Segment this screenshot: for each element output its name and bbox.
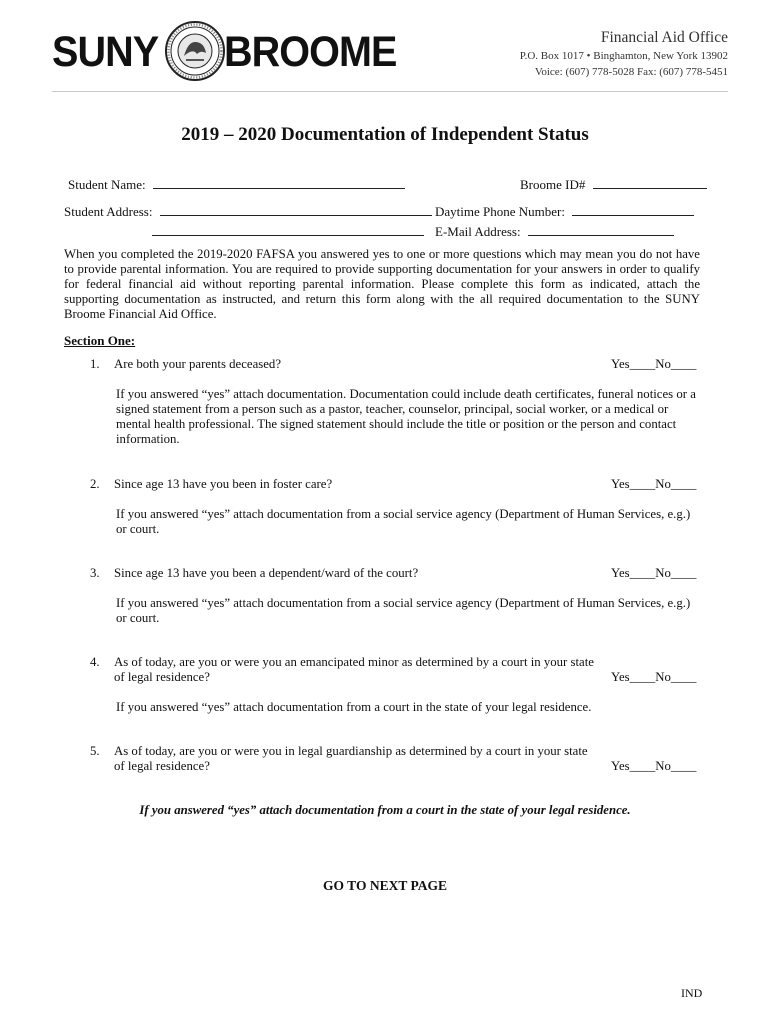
email-field[interactable] (435, 224, 674, 240)
daytime-phone-label: Daytime Phone Number: (435, 204, 565, 219)
student-address-label: Student Address: (64, 204, 153, 219)
question-number: 4. (90, 655, 100, 669)
college-seal-icon (164, 20, 226, 82)
document-title: 2019 – 2020 Documentation of Independent Status (181, 124, 589, 145)
question-text-line1: As of today, are you or were you an emancipated minor as determined by a court in your state (114, 655, 594, 669)
question-text: Since age 13 have you been a dependent/ward of the court? (114, 566, 419, 580)
student-name-label: Student Name: (68, 177, 146, 192)
question-2-note: If you answered “yes” attach documentation from a social service agency (Department of Human Services, e.g.) or court. (116, 507, 691, 536)
question-number: 2. (90, 477, 100, 491)
question-text-line1: As of today, are you or were you in legal guardianship as determined by a court in your state (114, 744, 588, 758)
question-5-note: If you answered “yes” attach documentation from a court in the state of your legal residence. (139, 803, 631, 817)
suny-broome-logo (52, 20, 412, 80)
daytime-phone-field[interactable] (435, 204, 694, 220)
office-title: Financial Aid Office (600, 29, 728, 46)
section-one-heading: Section One: (64, 333, 136, 348)
broome-id-label: Broome ID# (520, 177, 586, 192)
question-5-yes-no[interactable]: Yes____No____ (611, 759, 697, 773)
daytime-phone-blank[interactable] (572, 204, 694, 216)
form-code: IND (681, 986, 703, 1000)
broome-id-blank[interactable] (593, 177, 707, 189)
question-4-yes-no[interactable]: Yes____No____ (611, 670, 697, 684)
question-text-line2: of legal residence? (114, 759, 210, 773)
student-address-line2-field[interactable] (152, 224, 424, 240)
intro-paragraph: When you completed the 2019-2020 FAFSA you answered yes to one or more questions which may mean you do not have to provide parental information. You are required to provide supporting documentation for your answers in order to qualify for federal financial aid without reporting parental information. Please complete this form as indicated, attach the supporting documentation as instructed, and return this form along with the all required documentation to the SUNY Broome Financial Aid Office. (64, 247, 700, 321)
student-name-blank[interactable] (153, 177, 405, 189)
question-number: 5. (90, 744, 100, 758)
logo-text-broome: BROOME (224, 28, 397, 76)
logo-text-suny: SUNY (52, 28, 159, 76)
question-number: 3. (90, 566, 100, 580)
office-contact-block (520, 28, 728, 80)
question-4-note: If you answered “yes” attach documentation from a court in the state of your legal residence. (116, 700, 592, 714)
student-address-blank-line1[interactable] (160, 204, 432, 216)
student-address-field[interactable] (64, 204, 432, 220)
question-2-yes-no[interactable]: Yes____No____ (611, 477, 697, 491)
office-phone: Voice: (607) 778-5028 Fax: (607) 778-5451 (534, 66, 728, 78)
letterhead (0, 0, 770, 92)
email-label: E-Mail Address: (435, 224, 521, 239)
question-text: Since age 13 have you been in foster care? (114, 477, 333, 491)
broome-id-field[interactable] (520, 177, 707, 193)
question-number: 1. (90, 357, 100, 371)
question-3-yes-no[interactable]: Yes____No____ (611, 566, 697, 580)
question-text: Are both your parents deceased? (114, 357, 281, 371)
student-name-field[interactable] (68, 177, 405, 193)
office-address: P.O. Box 1017 • Binghamton, New York 13902 (519, 50, 728, 62)
question-1-yes-no[interactable]: Yes____No____ (611, 357, 697, 371)
header-divider (52, 91, 728, 92)
go-to-next-page: GO TO NEXT PAGE (323, 878, 447, 893)
question-3-note: If you answered “yes” attach documentation from a social service agency (Department of Human Services, e.g.) or court. (116, 596, 691, 625)
student-address-blank-line2[interactable] (152, 224, 424, 236)
email-blank[interactable] (528, 224, 674, 236)
question-text-line2: of legal residence? (114, 670, 210, 684)
question-1-note: If you answered “yes” attach documentation. Documentation could include death certificates, funeral notices or a signed statement from a person such as a pastor, teacher, counselor, principal, social worker, or a medical or mental health professional. The signed statement should include the title or position or the person and contact information. (116, 387, 696, 446)
